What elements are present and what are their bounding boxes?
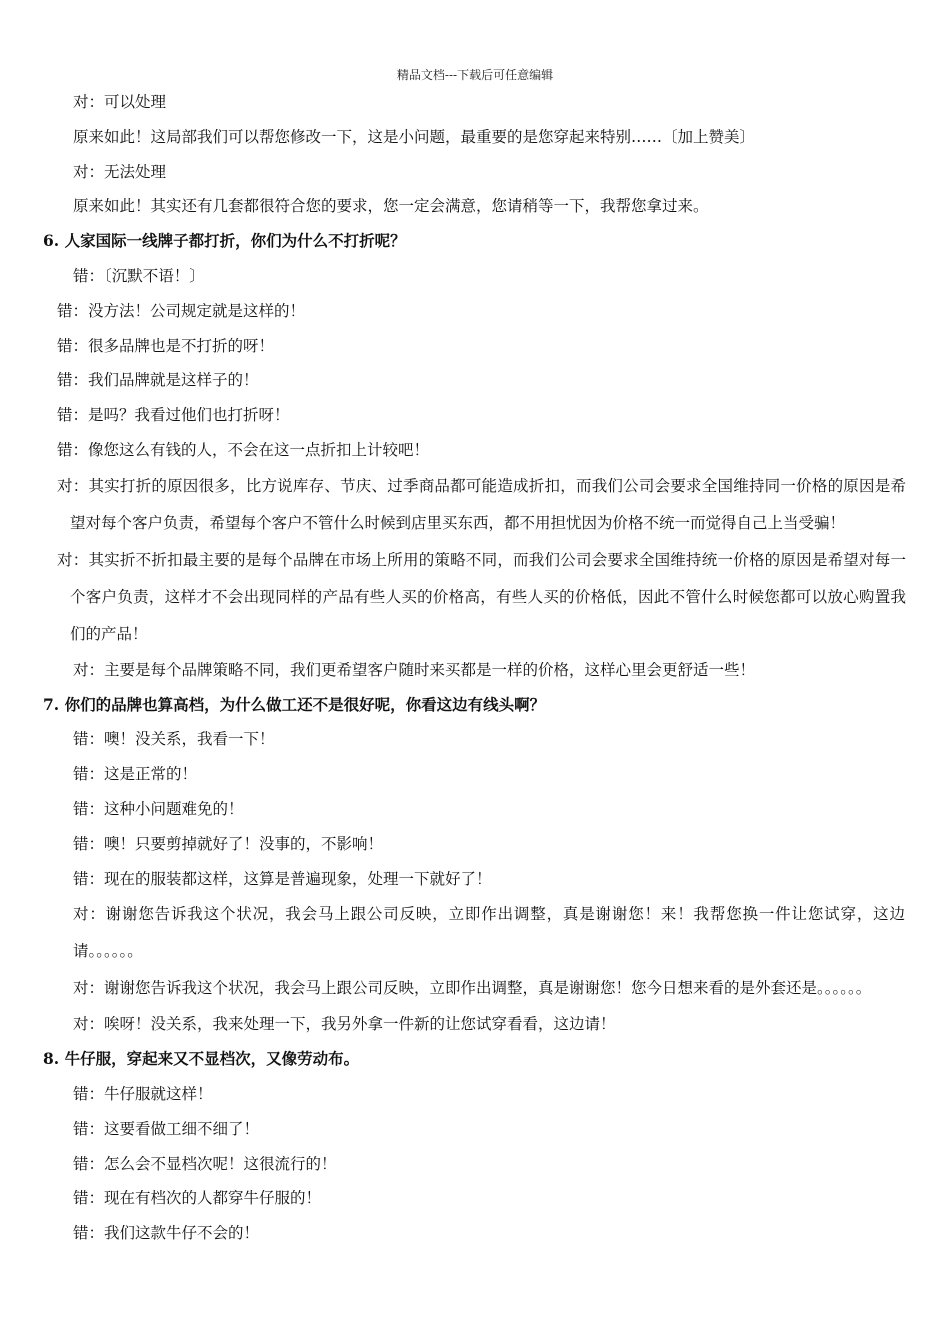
text-line: 错：噢！没关系，我看一下！ <box>73 730 275 749</box>
text-line: 错：是吗？我看过他们也打折呀！ <box>57 406 290 425</box>
text-line: 对：其实打折的原因很多，比方说库存、节庆、过季商品都可能造成折扣，而我们公司会要求全国维持同一价格的原因是希望对每个客户负责，希望每个客户不管什么时候到店里买东西，都不用担忧因为价格不统一而觉得自己上当受骗！ <box>57 476 906 532</box>
text-line: 错：这种小问题难免的！ <box>73 799 244 818</box>
text-line: 错：我们这款牛仔不会的！ <box>73 1224 260 1243</box>
text-line: 错：这是正常的！ <box>73 765 198 784</box>
text-line: 错：〔沉默不语！〕 <box>73 266 205 285</box>
text-line: 对：谢谢您告诉我这个状况，我会马上跟公司反映，立即作出调整，真是谢谢您！您今日想来看的是外套还是。。。。。。 <box>73 979 872 998</box>
question-heading: 8. 牛仔服，穿起来又不显档次，又像劳动布。 <box>43 1049 360 1069</box>
text-line: 错：我们品牌就是这样子的！ <box>57 371 259 390</box>
text-line: 错：噢！只要剪掉就好了！没事的，不影响！ <box>73 834 384 853</box>
text-line: 对：其实折不折扣最主要的是每个品牌在市场上所用的策略不同，而我们公司会要求全国维持统一价格的原因是希望对每一个客户负责，这样才不会出现同样的产品有些人买的价格高，有些人买的价格低，因此不管什么时候您都可以放心购置我们的产品！ <box>57 550 906 643</box>
text-line: 原来如此！其实还有几套都很符合您的要求，您一定会满意，您请稍等一下，我帮您拿过来。 <box>73 197 709 216</box>
text-line: 对：可以处理 <box>73 93 167 111</box>
text-line: 错：没方法！公司规定就是这样的！ <box>57 301 306 320</box>
text-line: 错：现在有档次的人都穿牛仔服的！ <box>73 1189 322 1208</box>
text-line: 对：主要是每个品牌策略不同，我们更希望客户随时来买都是一样的价格，这样心里会更舒适一些！ <box>73 660 756 679</box>
text-line: 对：谢谢您告诉我这个状况，我会马上跟公司反映，立即作出调整，真是谢谢您！来！我帮您换一件让您试穿，这边请。。。。。。 <box>73 905 905 961</box>
text-line: 错：牛仔服就这样！ <box>73 1084 213 1103</box>
document-body <box>0 85 950 1251</box>
question-heading: 7. 你们的品牌也算高档，为什么做工还不是很好呢，你看这边有线头啊？ <box>43 694 546 714</box>
text-line: 错：这要看做工细不细了！ <box>73 1119 260 1138</box>
text-line: 错：怎么会不显档次呢！这很流行的！ <box>73 1154 337 1173</box>
text-line: 原来如此！这局部我们可以帮您修改一下，这是小问题，最重要的是您穿起来特别……〔加上赞美〕 <box>73 127 756 146</box>
text-line: 错：现在的服装都这样，这算是普遍现象，处理一下就好了！ <box>73 869 492 888</box>
question-heading: 6. 人家国际一线牌子都打折，你们为什么不打折呢？ <box>43 231 406 251</box>
text-line: 错：像您这么有钱的人，不会在这一点折扣上计较吧！ <box>57 440 430 459</box>
text-line: 错：很多品牌也是不打折的呀！ <box>57 336 275 355</box>
text-line: 对：无法处理 <box>73 162 167 181</box>
page-header: 精品文档---下载后可任意编辑 <box>396 68 554 82</box>
text-line: 对：唉呀！没关系，我来处理一下，我另外拿一件新的让您试穿看看，这边请！ <box>73 1015 616 1034</box>
